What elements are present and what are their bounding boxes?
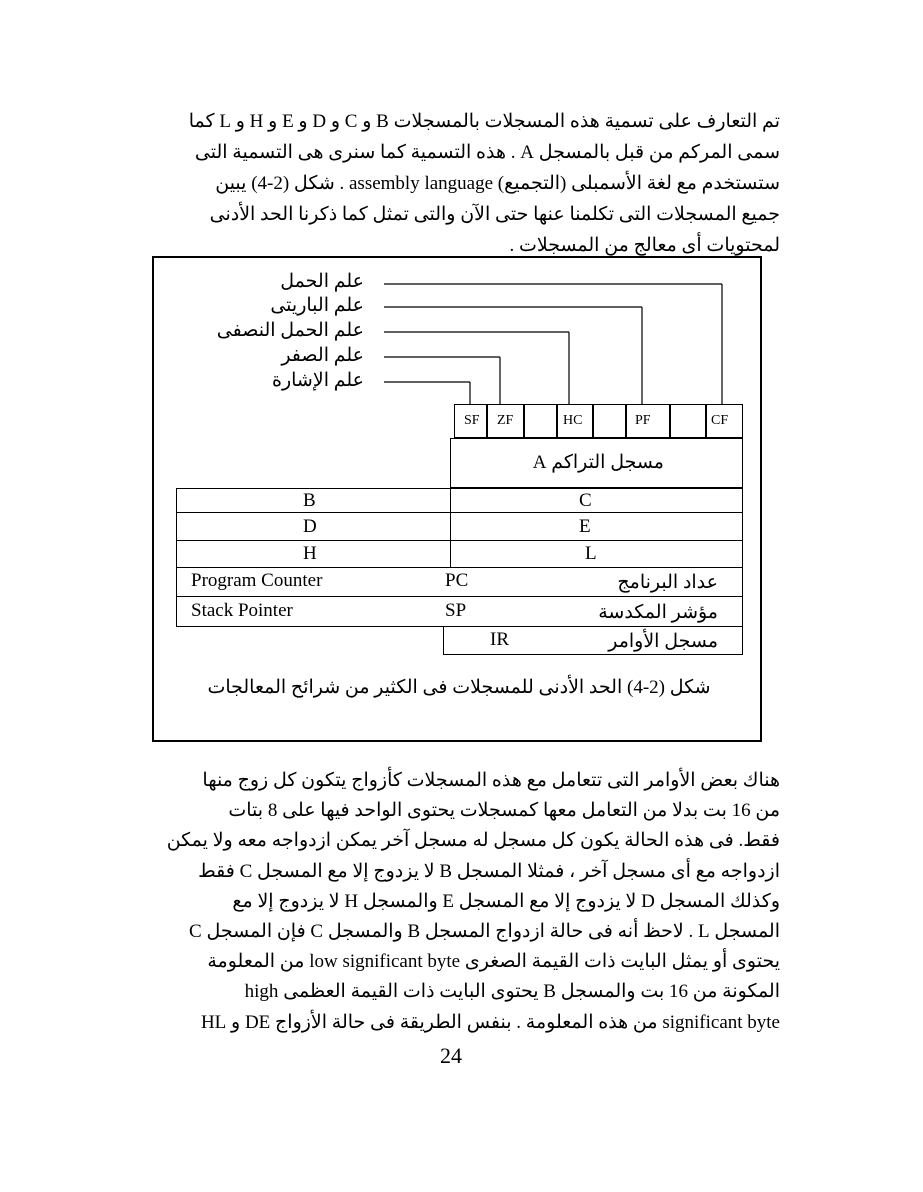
text-line: جميع المسجلات التى تكلمنا عنها حتى الآن والتى تمثل كما ذكرنا الحد الأدنى [209,204,780,225]
flag-cell-empty [670,404,706,438]
half-carry-flag-label: علم الحمل النصفى [216,320,364,341]
text-line: ازدواجه مع أى مسجل آخر ، فمثلا المسجل B لا يزدوج إلا مع المسجل C فقط [198,860,780,882]
text-line: سمى المركم من قبل بالمسجل A . هذه التسمية كما سنرى هى التسمية التى [194,142,780,163]
flag-cell-cf: CF [706,404,743,438]
accumulator-register: مسجل التراكم A [450,438,743,488]
page-number: 24 [440,1043,462,1068]
text-line: يحتوى أو يمثل البايت ذات القيمة الصغرى low significant byte من المعلومة [207,951,780,973]
register-l: L [450,540,743,568]
flag-cell-zf: ZF [487,404,524,438]
text-line: فقط. فى هذه الحالة يكون كل مسجل له مسجل آخر يمكن ازدواجه معه ولا يمكن [166,830,780,852]
register-d: D [176,512,451,541]
carry-flag-label: علم الحمل [280,271,364,292]
flag-cell-pf: PF [626,404,670,438]
text-line: significant byte من هذه المعلومة . بنفس الطريقة فى حالة الأزواج DE و HL [200,1011,780,1033]
text-line: المكونة من 16 بت والمسجل B يحتوى البايت ذات القيمة العظمى high [244,981,780,1003]
flag-cell-empty [524,404,557,438]
register-e: E [450,512,743,541]
register-pairs-paragraph [150,766,780,1038]
flag-cell-sf: SF [454,404,487,438]
register-b: B [176,488,451,513]
stack-pointer-register: Stack Pointer SP مؤشر المكدسة [176,596,743,627]
flag-cell-hc: HC [557,404,593,438]
text-line: تم التعارف على تسمية هذه المسجلات بالمسجلات B و C و D و E و H و L كما [188,111,780,132]
text-line: المسجل L . لاحظ أنه فى حالة ازدواج المسجل B والمسجل C فإن المسجل C [189,921,780,943]
register-figure [152,256,762,742]
flag-cell-empty [593,404,626,438]
program-counter-register: Program Counter PC عداد البرنامج [176,567,743,597]
figure-caption: شكل (2-4) الحد الأدنى للمسجلات فى الكثير من شرائح المعالجات [207,677,711,698]
sign-flag-label: علم الإشارة [272,370,364,391]
zero-flag-label: علم الصفر [281,345,364,366]
text-line: من 16 بت بدلا من التعامل معها كمسجلات يحتوى الواحد فيها على 8 بتات [228,800,780,822]
text-line: هناك بعض الأوامر التى تتعامل مع هذه المسجلات كأزواج يتكون كل زوج منها [202,770,780,791]
intro-paragraph [150,106,780,261]
register-h: H [176,540,451,568]
parity-flag-label: علم الباريتى [270,295,364,316]
text-line: لمحتويات أى معالج من المسجلات . [509,235,780,256]
register-c: C [450,488,743,513]
text-line: وكذلك المسجل D لا يزدوج إلا مع المسجل E والمسجل H لا يزدوج إلا مع [232,890,780,912]
text-line: ستستخدم مع لغة الأسمبلى (التجميع) assembly language . شكل (2-4) يبين [215,173,780,194]
instruction-register: IR مسجل الأوامر [443,626,743,655]
